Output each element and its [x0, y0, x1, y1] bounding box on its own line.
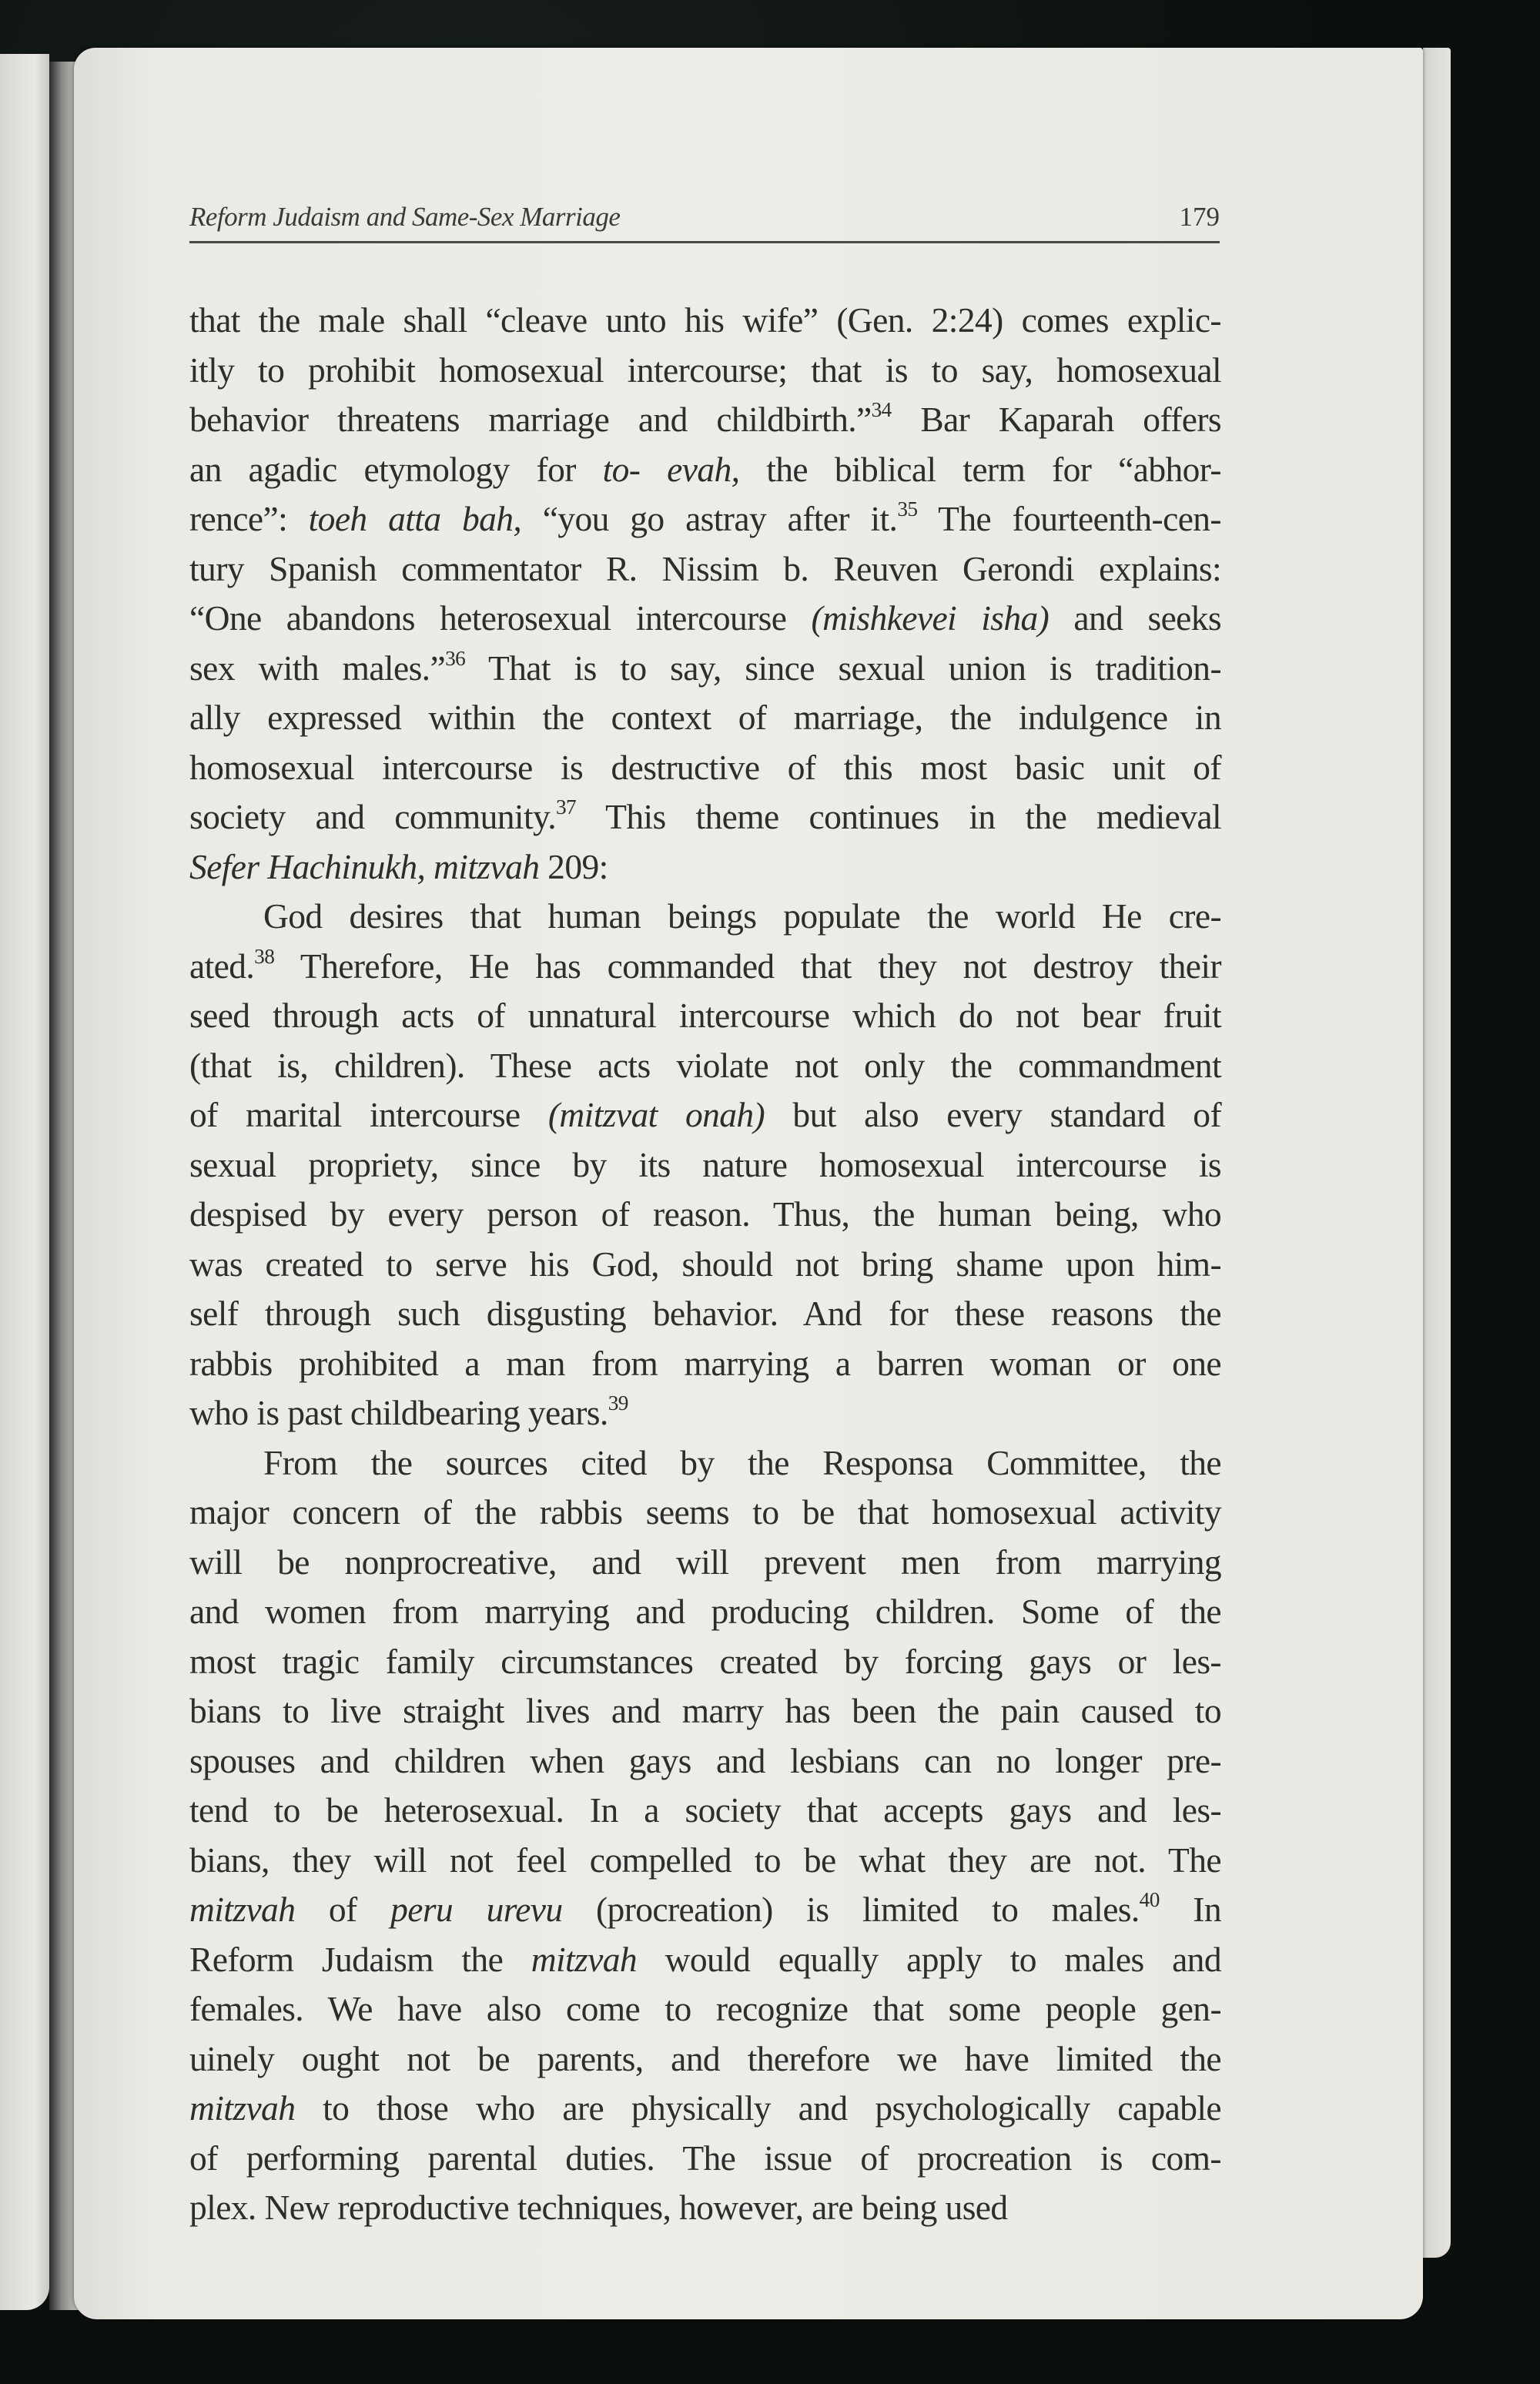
text-line: rabbis prohibited a man from marrying a barren woman or one [189, 1343, 1221, 1383]
header-rule [189, 241, 1220, 243]
running-head-title: Reform Judaism and Same-Sex Marriage [189, 202, 621, 232]
paragraph-p1 [189, 296, 1221, 892]
footnote-ref: 36 [445, 646, 466, 670]
text-line: self through such disgusting behavior. And for these reasons the [189, 1294, 1221, 1333]
text-line: itly to prohibit homosexual intercourse; that is to say, homosexual [189, 350, 1221, 390]
running-head [189, 202, 1220, 233]
text-line: sex with males.”$^{36}$ That is to say, since sexual union is tradition- [189, 646, 1221, 688]
text-line: God desires that human beings populate the world He cre- [263, 896, 1221, 936]
text-line: despised by every person of reason. Thus, the human being, who [189, 1194, 1221, 1234]
text-line: behavior threatens marriage and childbirth.”$^{34}$ Bar Kaparah offers [189, 397, 1221, 439]
text-line: an agadic etymology for to- evah, the biblical term for “abhor- [189, 449, 1221, 489]
text-line: bians to live straight lives and marry has been the pain caused to [189, 1691, 1221, 1730]
body-text [189, 296, 1221, 2233]
previous-page-edge [0, 54, 49, 2310]
italic-term: mitzvah [189, 2088, 296, 2128]
text-line: most tragic family circumstances created by forcing gays or les- [189, 1641, 1221, 1681]
page-number: 179 [1179, 202, 1220, 232]
text-line: “One abandons heterosexual intercourse (mishkevei isha) and seeks [189, 598, 1222, 638]
text-line: tend to be heterosexual. In a society that accepts gays and les- [189, 1790, 1221, 1830]
text-line: of performing parental duties. The issue of procreation is com- [189, 2138, 1221, 2178]
text-line: and women from marrying and producing children. Some of the [189, 1592, 1221, 1631]
text-line: Reform Judaism the mitzvah would equally apply to males and [189, 1939, 1221, 1979]
text-line: uinely ought not be parents, and therefore we have limited the [189, 2038, 1221, 2078]
text-line: mitzvah to those who are physically and psychologically capable [189, 2088, 1221, 2128]
text-line: (that is, children). These acts violate not only the commandment [189, 1045, 1221, 1085]
text-line: that the male shall “cleave unto his wife” (Gen. 2:24) comes explic- [189, 300, 1221, 340]
text-line: From the sources cited by the Responsa Committee, the [263, 1442, 1221, 1482]
text-line: seed through acts of unnatural intercourse which do not bear fruit [189, 996, 1221, 1035]
text-line: plex. New reproductive techniques, however, are being used [189, 2188, 1008, 2227]
italic-term: toeh atta bah, [308, 499, 522, 538]
italic-term: mitzvah [189, 1890, 296, 1929]
footnote-ref: 35 [897, 497, 918, 521]
text-line: was created to serve his God, should not bring shame upon him- [189, 1244, 1221, 1284]
text-line: sexual propriety, since by its nature homosexual intercourse is [189, 1144, 1221, 1184]
paragraph-p3 [189, 1438, 1221, 2233]
italic-term: mitzvah [531, 1939, 638, 1979]
footnote-ref: 38 [254, 944, 275, 968]
footnote-ref: 39 [608, 1391, 628, 1415]
footnote-ref: 40 [1139, 1887, 1160, 1911]
text-line: ally expressed within the context of marriage, the indulgence in [189, 698, 1221, 737]
italic-term: to- evah, [602, 449, 740, 489]
footnote-ref: 34 [871, 397, 892, 421]
footnote-ref: 37 [555, 795, 577, 819]
text-line: rence”: toeh atta bah, “you go astray after it.$^{35}$ The fourteenth-cen- [189, 497, 1221, 538]
text-line: tury Spanish commentator R. Nissim b. Reuven Gerondi explains: [189, 548, 1221, 588]
italic-term: peru urevu [390, 1890, 563, 1929]
text-line: ated.$^{38}$ Therefore, He has commanded that they not destroy their [189, 944, 1221, 986]
italic-term: Sefer Hachinukh, mitzvah [189, 846, 540, 886]
text-line: spouses and children when gays and lesbians can no longer pre- [189, 1740, 1221, 1780]
text-line: will be nonprocreative, and will prevent men from marrying [189, 1542, 1221, 1582]
italic-term: (mishkevei isha) [811, 598, 1050, 638]
text-line: females. We have also come to recognize that some people gen- [189, 1989, 1221, 2028]
text-line: society and community.$^{37}$ This theme continues in the medieval [189, 795, 1221, 836]
text-line: who is past childbearing years.$^{39}$ [189, 1391, 628, 1432]
italic-term: (mitzvat onah) [547, 1095, 765, 1134]
paragraph-p2-quote [189, 892, 1221, 1438]
text-line: homosexual intercourse is destructive of this most basic unit of [189, 747, 1221, 787]
text-line: of marital intercourse (mitzvat onah) but also every standard of [189, 1095, 1222, 1134]
page-stack-edge [1423, 48, 1451, 2258]
text-line: Sefer Hachinukh, mitzvah 209: [189, 846, 608, 886]
text-line: bians, they will not feel compelled to be what they are not. The [189, 1840, 1221, 1880]
text-line: major concern of the rabbis seems to be that homosexual activity [189, 1492, 1221, 1532]
text-line: mitzvah of peru urevu (procreation) is limited to males.$^{40}$ In [189, 1887, 1221, 1929]
